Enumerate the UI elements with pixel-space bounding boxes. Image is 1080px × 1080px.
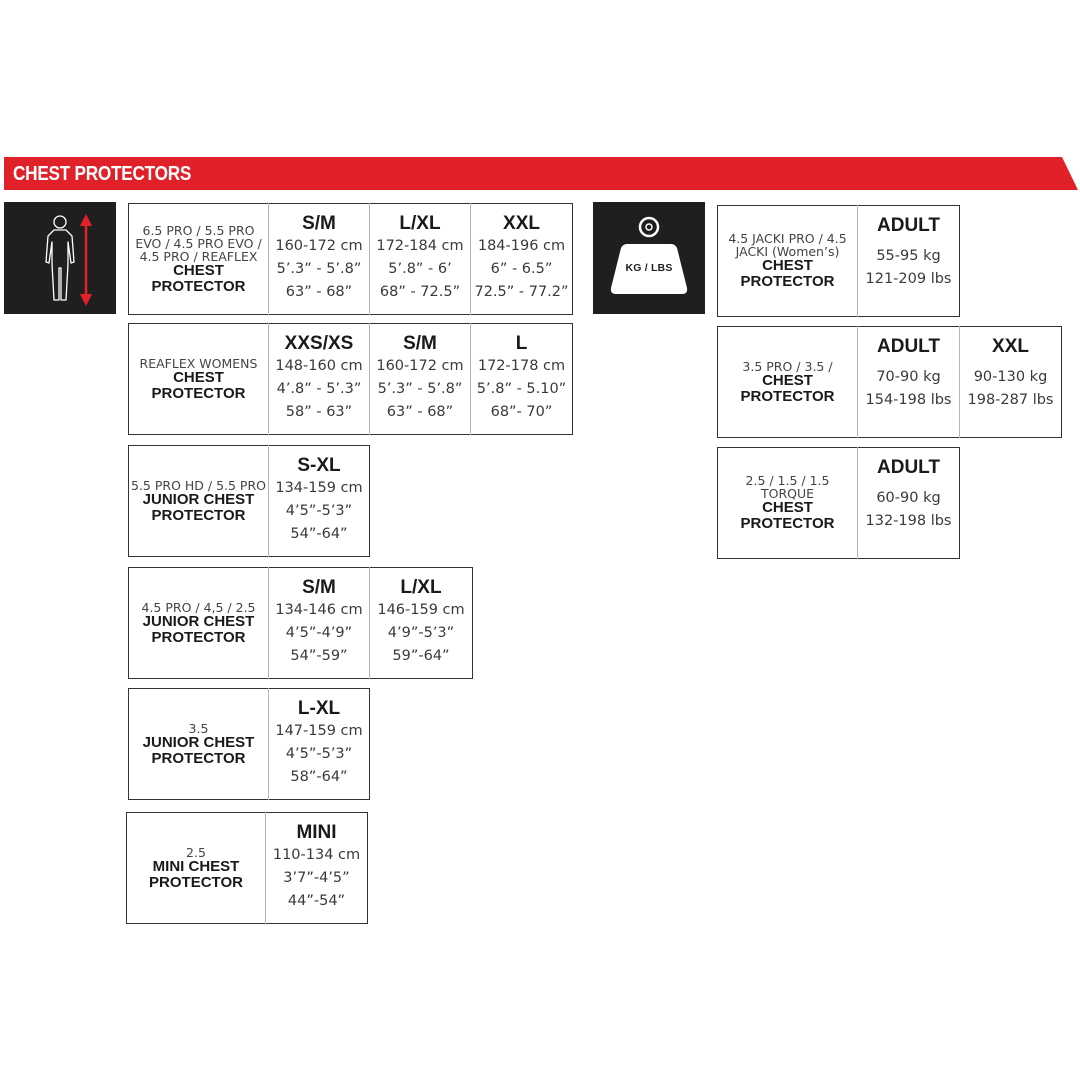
height-ft: 5’.3” - 5’.8” <box>377 381 463 397</box>
height-cm: 147-159 cm <box>275 723 363 739</box>
height-in: 54”-64” <box>290 526 348 542</box>
weight-lbs: 132-198 lbs <box>865 513 952 529</box>
size-table-mini <box>126 812 368 924</box>
product-models: 4.5 JACKI PRO / 4.5 JACKI (Women’s) <box>728 231 847 259</box>
size-name: L/XL <box>400 577 442 598</box>
height-cm: 160-172 cm <box>376 358 464 374</box>
height-in: 68” - 72.5” <box>379 284 461 300</box>
height-cm: 110-134 cm <box>272 847 361 863</box>
size-name: XXS/XS <box>284 333 354 354</box>
size-name: MINI <box>296 822 337 843</box>
product-name: CHEST PROTECTOR <box>740 257 835 290</box>
size-name: ADULT <box>877 457 940 478</box>
product-models: 5.5 PRO HD / 5.5 PRO <box>131 477 266 493</box>
height-cm: 160-172 cm <box>275 238 363 254</box>
size-column <box>370 324 471 435</box>
product-models: 2.5 <box>186 844 206 860</box>
size-name: S/M <box>302 213 336 234</box>
size-table-35-pro <box>717 326 1062 438</box>
product-name: JUNIOR CHEST PROTECTOR <box>142 490 255 524</box>
size-name: S-XL <box>297 455 341 476</box>
size-column <box>858 448 960 559</box>
product-label <box>129 689 269 800</box>
height-cm: 134-146 cm <box>275 602 363 618</box>
height-in: 63” - 68” <box>386 404 454 420</box>
height-cm: 184-196 cm <box>477 238 566 254</box>
weight-icon <box>593 202 705 314</box>
size-column <box>370 204 471 315</box>
size-column <box>370 568 473 679</box>
size-name: S/M <box>302 577 336 598</box>
product-models: 6.5 PRO / 5.5 PRO EVO / 4.5 PRO EVO / 4.5 PRO / REAFLEX <box>135 222 262 264</box>
weight-icon-label: KG / LBS <box>625 262 673 274</box>
height-ft: 4’5”-5’3” <box>285 746 353 762</box>
product-name: JUNIOR CHEST PROTECTOR <box>142 612 255 646</box>
size-name: XXL <box>992 336 1029 357</box>
height-in: 68”- 70” <box>490 404 553 420</box>
size-name: ADULT <box>877 336 940 357</box>
height-cm: 134-159 cm <box>275 480 363 496</box>
weight-lbs: 121-209 lbs <box>865 271 952 287</box>
height-icon <box>4 202 116 314</box>
weight-kg: 70-90 kg <box>876 369 941 385</box>
height-ft: 5’.8” - 6’ <box>388 261 452 277</box>
size-column <box>960 327 1062 438</box>
product-label <box>127 813 266 924</box>
size-column <box>269 324 370 435</box>
height-in: 59”-64” <box>392 648 450 664</box>
size-table-25-torque <box>717 447 960 559</box>
weight-kg: 60-90 kg <box>876 490 941 506</box>
size-table-junior-35 <box>128 688 370 800</box>
size-name: ADULT <box>877 215 940 236</box>
size-table-reaflex-womens <box>128 323 573 435</box>
height-cm: 146-159 cm <box>377 602 465 618</box>
height-ft: 3’7”-4’5” <box>283 870 350 886</box>
size-table-junior-55 <box>128 445 370 557</box>
size-name: L <box>515 333 528 354</box>
product-name: CHEST PROTECTOR <box>151 368 246 402</box>
size-column <box>269 689 370 800</box>
section-banner <box>4 157 1078 190</box>
product-name: CHEST PROTECTOR <box>740 499 835 532</box>
product-label <box>718 327 858 438</box>
size-column <box>269 446 370 557</box>
size-name: L/XL <box>399 213 441 234</box>
size-name: S/M <box>403 333 437 354</box>
section-title: CHEST PROTECTORS <box>13 163 192 185</box>
height-in: 58” - 63” <box>285 404 353 420</box>
height-ft: 4’.8” - 5’.3” <box>276 381 362 397</box>
weight-lbs: 198-287 lbs <box>967 392 1054 408</box>
weight-lbs: 154-198 lbs <box>865 392 952 408</box>
product-label <box>129 324 269 435</box>
height-cm: 172-184 cm <box>376 238 464 254</box>
product-models: 3.5 <box>188 720 209 736</box>
size-column <box>269 204 370 315</box>
size-column <box>269 568 370 679</box>
size-name: L-XL <box>297 698 341 719</box>
size-column <box>858 206 960 317</box>
height-ft: 5’.8” - 5.10” <box>476 381 567 397</box>
product-label <box>718 448 858 559</box>
height-ft: 4’5”-5’3” <box>285 503 353 519</box>
size-table-junior-45 <box>128 567 473 679</box>
size-table-jacki <box>717 205 960 317</box>
size-column <box>266 813 368 924</box>
height-ft: 4’9”-5’3” <box>387 625 455 641</box>
product-label <box>129 568 269 679</box>
height-in: 63” - 68” <box>285 284 353 300</box>
size-name: XXL <box>503 213 540 234</box>
product-name: CHEST PROTECTOR <box>151 261 246 295</box>
height-in: 54”-59” <box>290 648 348 664</box>
weight-kg: 90-130 kg <box>973 369 1048 385</box>
height-in: 58”-64” <box>290 769 348 785</box>
height-ft: 6” - 6.5” <box>490 261 553 277</box>
product-models: 3.5 PRO / 3.5 / <box>742 358 833 374</box>
size-column <box>471 204 573 315</box>
product-name: JUNIOR CHEST PROTECTOR <box>142 733 255 767</box>
product-label <box>129 446 269 557</box>
product-models: REAFLEX WOMENS <box>139 355 258 371</box>
size-column <box>858 327 960 438</box>
height-ft: 5’.3” - 5’.8” <box>276 261 362 277</box>
size-table-chest-protector <box>128 203 573 315</box>
height-ft: 4’5”-4’9” <box>285 625 353 641</box>
height-in: 72.5” - 77.2” <box>474 284 569 300</box>
product-models: 2.5 / 1.5 / 1.5 TORQUE <box>745 473 830 501</box>
height-cm: 148-160 cm <box>275 358 363 374</box>
height-cm: 172-178 cm <box>477 358 566 374</box>
height-in: 44”-54” <box>287 893 346 909</box>
product-name: MINI CHEST PROTECTOR <box>149 857 243 891</box>
product-label <box>129 204 269 315</box>
product-models: 4.5 PRO / 4,5 / 2.5 <box>141 599 256 615</box>
product-label <box>718 206 858 317</box>
size-column <box>471 324 573 435</box>
product-name: CHEST PROTECTOR <box>740 371 835 405</box>
weight-kg: 55-95 kg <box>876 248 941 264</box>
